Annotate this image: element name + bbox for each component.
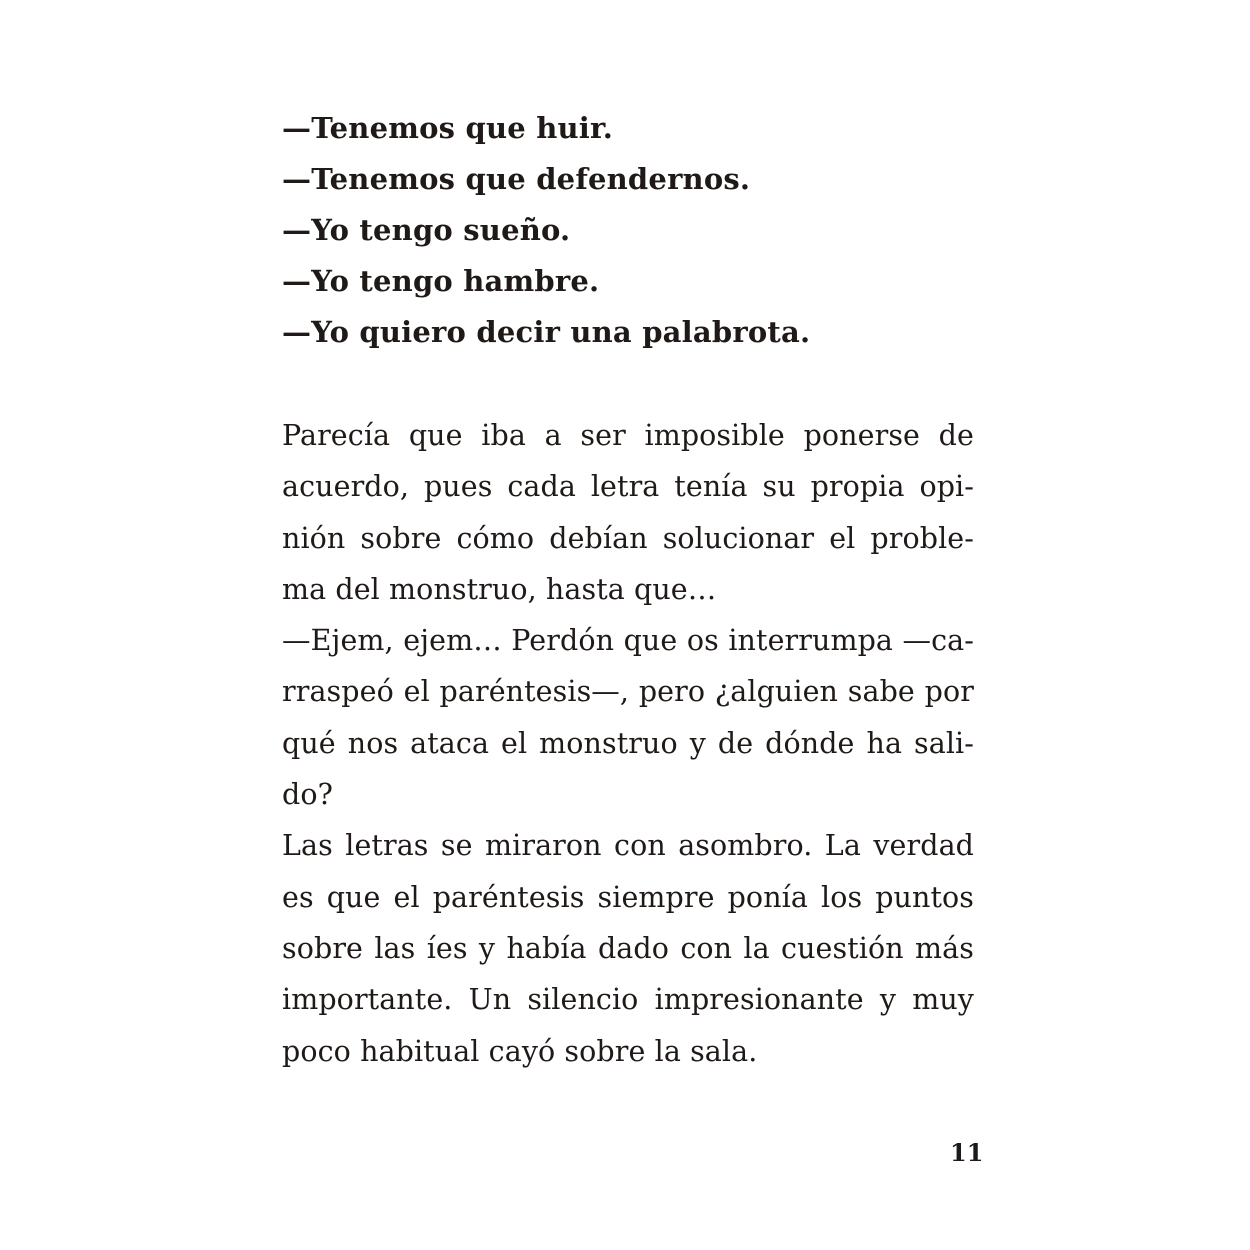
dialogue-line: —Yo quiero decir una palabrota.: [282, 315, 811, 349]
text-line: nión sobre cómo debían solucionar el proble-: [282, 521, 974, 555]
text-line: —Ejem, ejem… Perdón que os interrumpa —ca-: [282, 624, 974, 658]
text-line: Parecía que iba a ser imposible ponerse de: [282, 419, 974, 452]
dialogue-line: —Tenemos que defendernos.: [282, 162, 751, 196]
text-line: rraspeó el paréntesis—, pero ¿alguien sabe por: [282, 675, 974, 709]
text-line: es que el paréntesis siempre ponía los puntos: [282, 880, 974, 914]
dialogue-block: [282, 103, 982, 358]
text-line: do?: [282, 778, 333, 812]
text-line: importante. Un silencio impresionante y muy: [282, 983, 974, 1017]
text-line: sobre las íes y había dado con la cuestión más: [282, 931, 974, 965]
page-number: 11: [950, 1138, 984, 1167]
text-line: acuerdo, pues cada letra tenía su propia opi-: [282, 470, 974, 504]
text-line: qué nos ataca el monstruo y de dónde ha sali-: [282, 726, 974, 760]
dialogue-line: —Tenemos que huir.: [282, 111, 614, 145]
text-line: poco habitual cayó sobre la sala.: [282, 1034, 758, 1068]
body-paragraphs: [282, 410, 974, 1077]
dialogue-line: —Yo tengo hambre.: [282, 264, 600, 298]
dialogue-line: —Yo tengo sueño.: [282, 213, 571, 247]
text-line: Las letras se miraron con asombro. La verdad: [282, 829, 974, 863]
text-line: ma del monstruo, hasta que…: [282, 572, 717, 606]
